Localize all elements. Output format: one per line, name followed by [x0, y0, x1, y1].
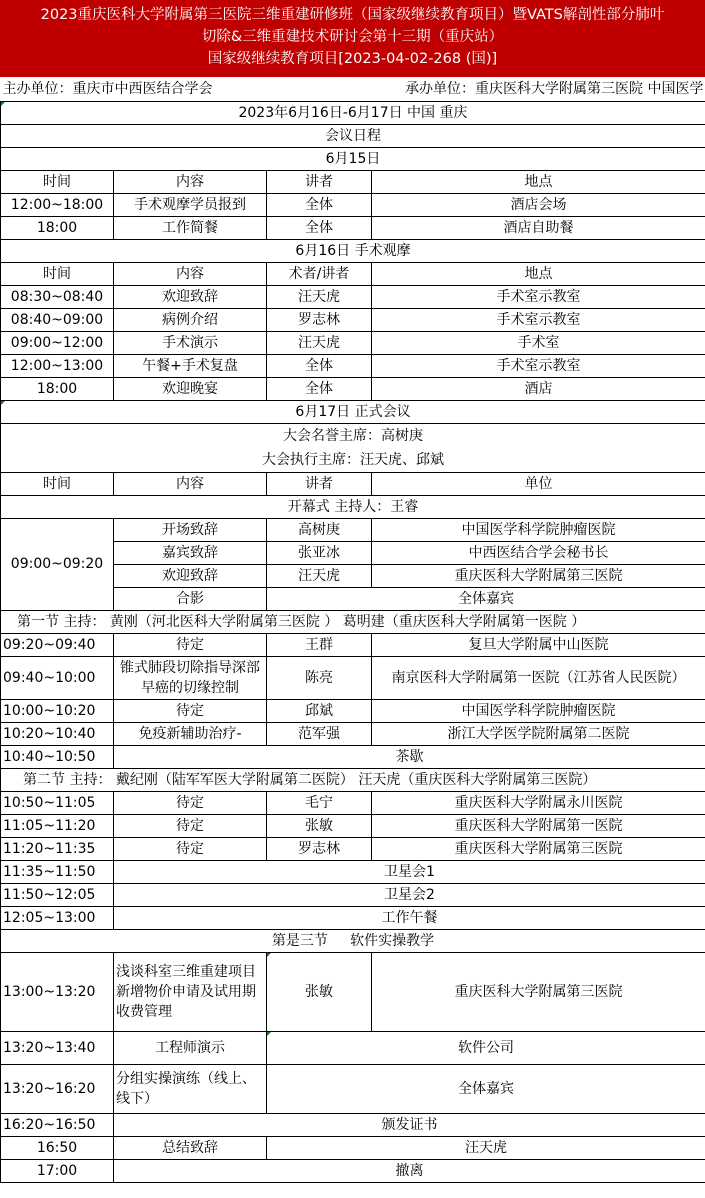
day2-header-row: [1, 263, 705, 286]
header-speaker: 术者/讲者: [267, 263, 372, 286]
undertaker-text: 承办单位：重庆医科大学附属第三医院 中国医学: [405, 80, 704, 97]
table-row: [1, 792, 705, 815]
cell-location: 手术室示教室: [372, 286, 705, 309]
cell-time: 10:50~11:05: [1, 792, 114, 815]
cell-time: 13:20~13:40: [1, 1032, 114, 1065]
cell-content: 浅谈科室三维重建项目新增物价申请及试用期收费管理: [114, 953, 267, 1032]
cell-speaker: 全体: [267, 217, 372, 240]
chairs-cell: [1, 424, 705, 473]
honorary-chair: 大会名誉主席：高树庚: [283, 428, 423, 444]
cell-time: 12:05~13:00: [1, 907, 114, 930]
cell-time: 10:00~10:20: [1, 700, 114, 723]
cell-speaker: 邱斌: [267, 700, 372, 723]
table-row: [1, 309, 705, 332]
day1-title: 6月15日: [1, 148, 705, 171]
cell-speaker: 范军强: [267, 723, 372, 746]
cell-content: 总结致辞: [114, 1137, 267, 1160]
cell-speaker: 高树庚: [267, 519, 372, 542]
cell-time: 17:00: [1, 1160, 114, 1183]
header-content: 内容: [114, 171, 267, 194]
cell-content: 嘉宾致辞: [114, 542, 267, 565]
session1-title: 第一节 主持： 黄刚（河北医科大学附属第三医院 ） 葛明建（重庆医科大学附属第一医院 ）: [1, 611, 705, 634]
cell-unit: 软件公司: [267, 1032, 705, 1065]
cell-unit: 全体嘉宾: [267, 1065, 705, 1114]
table-row: [1, 1114, 705, 1137]
cell-speaker: 王群: [267, 634, 372, 657]
cell-speaker: 罗志林: [267, 838, 372, 861]
cell-time: 10:20~10:40: [1, 723, 114, 746]
session3-title: 第是三节 软件实操教学: [1, 930, 705, 953]
cell-time: 08:40~09:00: [1, 309, 114, 332]
cell-time: 18:00: [1, 217, 114, 240]
cell-speaker: 张敏: [267, 815, 372, 838]
header-title-line1: 2023重庆医科大学附属第三医院三维重建研修班（国家级继续教育项目）暨VATS解剖性部分肺叶: [40, 7, 665, 23]
cell-unit: 全体嘉宾: [267, 588, 705, 611]
cell-unit: 中西医结合学会秘书长: [372, 542, 705, 565]
agenda-title: 会议日程: [1, 125, 705, 148]
cell-content: 病例介绍: [114, 309, 267, 332]
cell-unit: 重庆医科大学附属第一医院: [372, 815, 705, 838]
opening-title: 开幕式 主持人：王睿: [1, 496, 705, 519]
cell-unit: 中国医学科学院肿瘤医院: [372, 519, 705, 542]
cell-unit: 重庆医科大学附属第三医院: [372, 565, 705, 588]
cell-content: 工程师演示: [114, 1032, 267, 1065]
cell-speaker: 汪天虎: [267, 332, 372, 355]
organizer-text: 主办单位：重庆市中西医结合学会: [2, 80, 213, 97]
cell-location: 酒店自助餐: [372, 217, 705, 240]
hosts-row: [1, 77, 705, 102]
cell-content: 欢迎晚宴: [114, 378, 267, 401]
cell-unit: 复旦大学附属中山医院: [372, 634, 705, 657]
cell-time: 09:00~12:00: [1, 332, 114, 355]
cell-content: 待定: [114, 838, 267, 861]
header-content: 内容: [114, 473, 267, 496]
cell-content: 待定: [114, 634, 267, 657]
cell-content: 锥式肺段切除指导深部早癌的切缘控制: [114, 657, 267, 700]
cell-content: 待定: [114, 792, 267, 815]
table-row: [1, 194, 705, 217]
cell-unit: 南京医科大学附属第一医院（江苏省人民医院）: [372, 657, 705, 700]
header-location: 地点: [372, 263, 705, 286]
cell-time: 09:40~10:00: [1, 657, 114, 700]
table-row: [1, 332, 705, 355]
table-row: [1, 217, 705, 240]
cell-time: 09:00~09:20: [1, 519, 114, 611]
cell-content: 茶歇: [114, 746, 705, 769]
table-row: [1, 861, 705, 884]
cell-time: 16:20~16:50: [1, 1114, 114, 1137]
header-location: 地点: [372, 171, 705, 194]
day3-header-row: [1, 473, 705, 496]
cell-unit: 浙江大学医学院附属第二医院: [372, 723, 705, 746]
cell-time: 11:05~11:20: [1, 815, 114, 838]
cell-content: 颁发证书: [114, 1114, 705, 1137]
header-time: 时间: [1, 263, 114, 286]
cell-content: 待定: [114, 700, 267, 723]
table-row: [1, 657, 705, 700]
cell-unit: 重庆医科大学附属第三医院: [372, 838, 705, 861]
header-unit: 单位: [372, 473, 705, 496]
table-row: [1, 838, 705, 861]
day3-title: 6月17日 正式会议: [1, 401, 705, 424]
cell-location: 手术室示教室: [372, 355, 705, 378]
cell-unit: 重庆医科大学附属第三医院: [372, 953, 705, 1032]
cell-time: 18:00: [1, 378, 114, 401]
table-row: [1, 1160, 705, 1183]
cell-time: 10:40~10:50: [1, 746, 114, 769]
cell-speaker: 全体: [267, 355, 372, 378]
cell-content: 欢迎致辞: [114, 286, 267, 309]
cell-location: 酒店: [372, 378, 705, 401]
table-row: [1, 746, 705, 769]
cell-content: 手术观摩学员报到: [114, 194, 267, 217]
cell-speaker: 张敏: [267, 953, 372, 1032]
table-row: [1, 378, 705, 401]
cell-time: 12:00~13:00: [1, 355, 114, 378]
cell-speaker: 全体: [267, 194, 372, 217]
cell-content: 卫星会2: [114, 884, 705, 907]
cell-time: 16:50: [1, 1137, 114, 1160]
cell-location: 酒店会场: [372, 194, 705, 217]
cell-content: 开场致辞: [114, 519, 267, 542]
cell-time: 13:00~13:20: [1, 953, 114, 1032]
table-row: [1, 953, 705, 1032]
cell-speaker: 毛宁: [267, 792, 372, 815]
cell-content: 卫星会1: [114, 861, 705, 884]
agenda-table: [0, 77, 705, 1183]
table-row: [1, 1065, 705, 1114]
cell-speaker: 罗志林: [267, 309, 372, 332]
executive-chair: 大会执行主席：汪天虎、邱斌: [262, 452, 444, 468]
cell-location: 手术室: [372, 332, 705, 355]
cell-speaker: 陈亮: [267, 657, 372, 700]
cell-unit: 中国医学科学院肿瘤医院: [372, 700, 705, 723]
cell-time: 12:00~18:00: [1, 194, 114, 217]
cell-speaker: 汪天虎: [267, 565, 372, 588]
cell-content: 合影: [114, 588, 267, 611]
day2-title: 6月16日 手术观摩: [1, 240, 705, 263]
header-content: 内容: [114, 263, 267, 286]
cell-content: 工作午餐: [114, 907, 705, 930]
cell-time: 11:20~11:35: [1, 838, 114, 861]
date-place: 2023年6月16日-6月17日 中国 重庆: [1, 102, 705, 125]
page-header: [0, 0, 705, 77]
cell-speaker: 张亚冰: [267, 542, 372, 565]
table-row: [1, 519, 705, 542]
cell-time: 09:20~09:40: [1, 634, 114, 657]
cell-content: 欢迎致辞: [114, 565, 267, 588]
cell-content: 撤离: [114, 1160, 705, 1183]
day1-header-row: [1, 171, 705, 194]
cell-time: 11:35~11:50: [1, 861, 114, 884]
header-speaker: 讲者: [267, 473, 372, 496]
table-row: [1, 700, 705, 723]
table-row: [1, 1032, 705, 1065]
cell-content: 分组实操演练（线上、线下）: [114, 1065, 267, 1114]
cell-content: 待定: [114, 815, 267, 838]
cell-content: 免疫新辅助治疗-: [114, 723, 267, 746]
header-title-line2: 切除&三维重建技术研讨会第十三期（重庆站）: [201, 29, 504, 45]
table-row: [1, 907, 705, 930]
cell-time: 11:50~12:05: [1, 884, 114, 907]
cell-time: 08:30~08:40: [1, 286, 114, 309]
table-row: [1, 286, 705, 309]
header-time: 时间: [1, 171, 114, 194]
cell-speaker: 全体: [267, 378, 372, 401]
table-row: [1, 884, 705, 907]
cell-content: 工作简餐: [114, 217, 267, 240]
cell-content: 手术演示: [114, 332, 267, 355]
table-row: [1, 355, 705, 378]
table-row: [1, 1137, 705, 1160]
cell-speaker: 汪天虎: [267, 1137, 705, 1160]
table-row: [1, 815, 705, 838]
header-project-number: 国家级继续教育项目[2023-04-02-268 (国)]: [207, 51, 498, 67]
table-row: [1, 723, 705, 746]
cell-unit: 重庆医科大学附属永川医院: [372, 792, 705, 815]
cell-time: 13:20~16:20: [1, 1065, 114, 1114]
session2-title: 第二节 主持： 戴纪刚（陆军军医大学附属第二医院） 汪天虎（重庆医科大学附属第三医院）: [1, 769, 705, 792]
header-time: 时间: [1, 473, 114, 496]
cell-speaker: 汪天虎: [267, 286, 372, 309]
cell-location: 手术室示教室: [372, 309, 705, 332]
cell-content: 午餐+手术复盘: [114, 355, 267, 378]
table-row: [1, 634, 705, 657]
header-speaker: 讲者: [267, 171, 372, 194]
